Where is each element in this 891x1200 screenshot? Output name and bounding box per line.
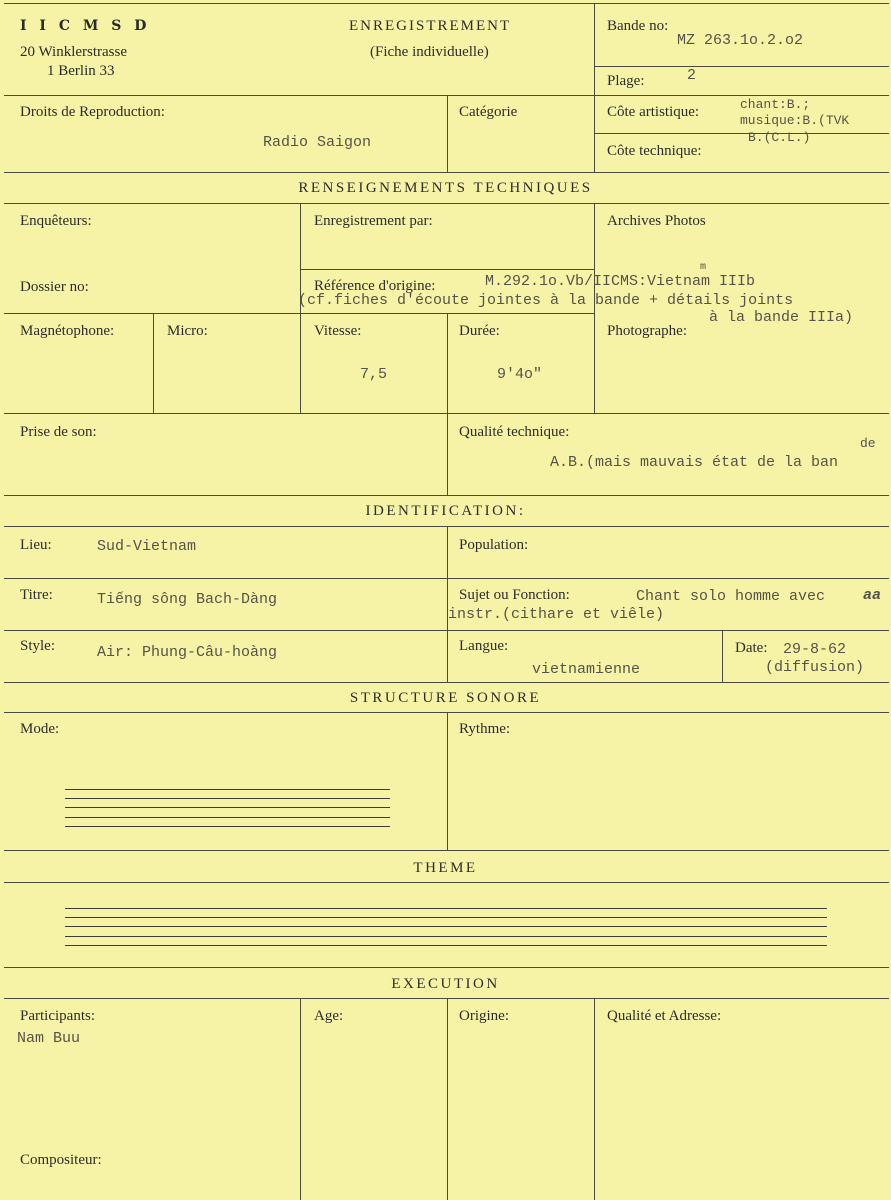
titre-label: Titre:: [20, 587, 53, 603]
rule: [447, 526, 448, 682]
dossier-label: Dossier no:: [20, 279, 89, 295]
rule: [594, 133, 889, 134]
style-label: Style:: [20, 638, 56, 654]
rule: [447, 413, 448, 495]
qualite-technique-label: Qualité technique:: [459, 424, 570, 440]
archives-label: Archives Photos: [607, 213, 706, 229]
rule: [4, 882, 889, 883]
lieu-value: Sud-Vietnam: [97, 538, 197, 555]
institute-city: 1 Berlin 33: [47, 63, 115, 79]
rule: [4, 850, 889, 851]
bande-value: MZ 263.1o.2.o2: [677, 32, 804, 49]
rule: [4, 967, 889, 968]
origine-label: Origine:: [459, 1008, 509, 1024]
rule: [447, 313, 448, 413]
sujet-value-2: instr.(cithare et viêle): [448, 606, 665, 623]
sujet-label: Sujet ou Fonction:: [459, 587, 570, 603]
plage-label: Plage:: [607, 73, 645, 89]
qualite-technique-value: A.B.(mais mauvais état de la ban: [550, 454, 839, 471]
rule: [4, 3, 889, 4]
cote-artistique-value-3: B.(C.L.): [748, 130, 811, 145]
rule: [594, 66, 889, 67]
rule: [4, 203, 889, 204]
institute-street: 20 Winklerstrasse: [20, 44, 128, 60]
section-technical: RENSEIGNEMENTS TECHNIQUES: [298, 180, 593, 196]
vitesse-value: 7,5: [360, 366, 388, 383]
rule: [4, 313, 594, 314]
qualite-adresse-label: Qualité et Adresse:: [607, 1008, 722, 1024]
plage-value: 2: [687, 67, 697, 84]
bande-label: Bande no:: [607, 18, 669, 34]
cote-artistique-label: Côte artistique:: [607, 104, 700, 120]
enqueteurs-label: Enquêteurs:: [20, 213, 92, 229]
reference-value-3: à la bande IIIa): [709, 309, 854, 326]
age-label: Age:: [314, 1008, 344, 1024]
qualite-technique-insert: de: [860, 436, 876, 451]
reference-value-1: M.292.1o.Vb/IICMS:Vietnam IIIb: [485, 273, 756, 290]
rule: [594, 3, 595, 172]
titre-value: Tiếng sông Bach-Dàng: [97, 591, 278, 608]
reference-value-2: (cf.fiches d'écoute jointes à la bande + détails joints: [298, 292, 794, 309]
rule: [594, 998, 595, 1200]
droits-value: Radio Saigon: [263, 134, 372, 151]
prise-de-son-label: Prise de son:: [20, 424, 97, 440]
participants-label: Participants:: [20, 1008, 95, 1024]
date-label: Date:: [735, 640, 768, 656]
duree-value: 9'4o": [497, 366, 543, 383]
mode-label: Mode:: [20, 721, 60, 737]
rule: [4, 172, 889, 173]
rule: [447, 712, 448, 850]
section-structure: STRUCTURE SONORE: [349, 690, 542, 706]
langue-value: vietnamienne: [532, 661, 641, 678]
rule: [722, 630, 723, 682]
participants-value: Nam Buu: [17, 1030, 81, 1047]
categorie-label: Catégorie: [459, 104, 518, 120]
section-identification: IDENTIFICATION:: [365, 503, 526, 519]
photographe-label: Photographe:: [607, 323, 687, 339]
rythme-label: Rythme:: [459, 721, 511, 737]
style-value: Air: Phung-Câu-hoàng: [97, 644, 278, 661]
rule: [4, 495, 889, 496]
date-value: 29-8-62: [783, 641, 847, 658]
droits-label: Droits de Reproduction:: [20, 104, 165, 120]
reference-insert: m: [700, 262, 707, 273]
reference-label: Référence d'origine:: [314, 278, 436, 294]
lieu-label: Lieu:: [20, 537, 52, 553]
form-title: ENREGISTREMENT: [349, 18, 512, 34]
compositeur-label: Compositeur:: [20, 1152, 102, 1168]
rule: [447, 95, 448, 172]
sujet-value-extra: aa: [863, 587, 882, 604]
institute-name: I I C M S D: [20, 18, 151, 34]
enregistrement-label: Enregistrement par:: [314, 213, 433, 229]
langue-label: Langue:: [459, 638, 509, 654]
rule: [153, 313, 154, 413]
rule: [300, 269, 594, 270]
cote-technique-label: Côte technique:: [607, 143, 702, 159]
rule: [447, 998, 448, 1200]
date-note: (diffusion): [765, 659, 865, 676]
magnetophone-label: Magnétophone:: [20, 323, 115, 339]
rule: [300, 998, 301, 1200]
section-execution: EXECUTION: [391, 976, 500, 992]
population-label: Population:: [459, 537, 529, 553]
sujet-value-1: Chant solo homme avec: [636, 588, 826, 605]
section-theme: THEME: [413, 860, 478, 876]
rule: [4, 682, 889, 683]
cote-artistique-value-1: chant:B.;: [740, 97, 811, 112]
cote-artistique-value-2: musique:B.(TVK: [740, 113, 850, 128]
micro-label: Micro:: [167, 323, 208, 339]
vitesse-label: Vitesse:: [314, 323, 362, 339]
duree-label: Durée:: [459, 323, 500, 339]
form-subtitle: (Fiche individuelle): [370, 44, 489, 60]
